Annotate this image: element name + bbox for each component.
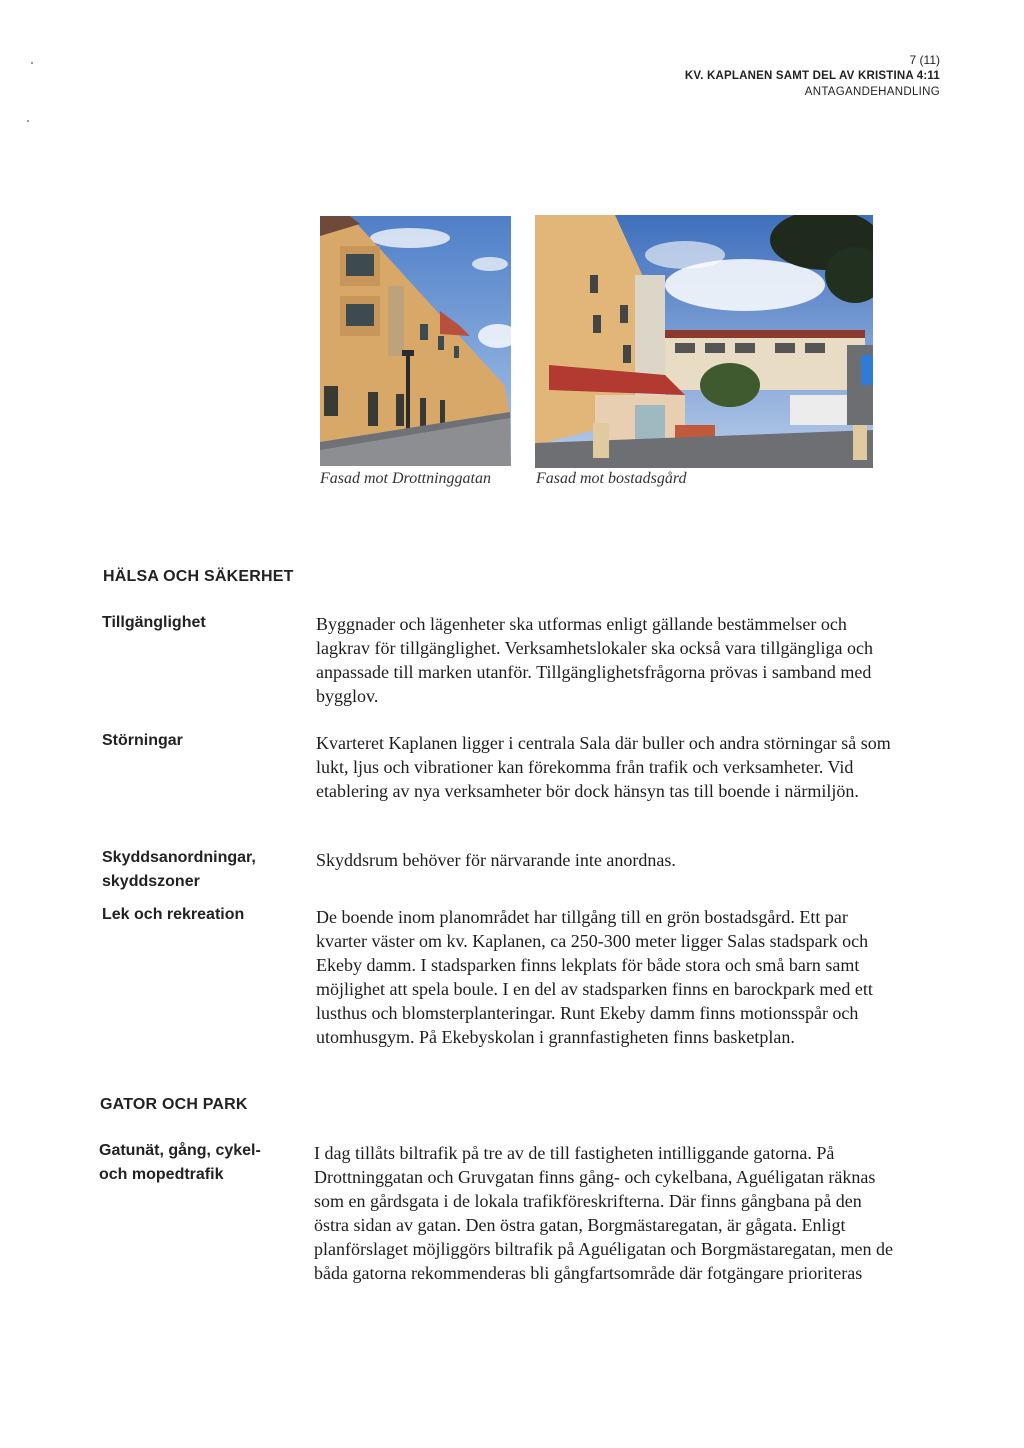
section-heading: HÄLSA OCH SÄKERHET	[103, 568, 294, 585]
item-label: Gatunät, gång, cykel- och mopedtrafik	[99, 1142, 261, 1183]
item-text: I dag tillåts biltrafik på tre av de till fastigheten intilliggande gatorna. På Drottninggatan och Gruvgatan finns gång- och cykelbana, Aguéligatan räknas som en gårdsgata i de lokala trafikföreskrifterna. Där finns gångbana på den östra sidan av gatan. Den östra gatan, Borgmästaregatan, är gågata. Enligt planförslaget möjliggörs biltrafik på Aguéligatan och Borgmästaregatan, men de båda gatorna rekommenderas bli gångfartsområde där fotgängare prioriteras	[314, 1143, 894, 1283]
item-label: Störningar	[102, 732, 183, 749]
street-facade-image	[320, 216, 511, 466]
photo-bostadsgard	[535, 215, 873, 468]
item-label: Tillgänglighet	[102, 614, 206, 631]
item-text: De boende inom planområdet har tillgång till en grön bostadsgård. Ett par kvarter väster om kv. Kaplanen, ca 250-300 meter ligger Salas stadspark och Ekeby damm. I stadsparken finns lekplats för både stora och små barn samt möjlighet att spela boule. I en del av stadsparken finns en barockpark med ett lusthus och blomsterplanteringar. Runt Ekeby damm finns motionsspår och utomhusgym. På Ekebyskolan i grannfastigheten finns basketplan.	[316, 907, 873, 1047]
scan-speck	[27, 120, 29, 122]
page-number: 7 (11)	[909, 53, 940, 67]
scan-speck	[31, 62, 33, 64]
photo-caption: Fasad mot Drottninggatan	[320, 470, 491, 487]
item-text: Kvarteret Kaplanen ligger i centrala Sala där buller och andra störningar så som lukt, ljus och vibrationer kan förekomma från trafik och verksamheter. Vid etablering av nya verksamheter bör dock hänsyn tas till boende i närmiljön.	[316, 733, 891, 801]
photo-caption: Fasad mot bostadsgård	[536, 470, 687, 487]
courtyard-facade-image	[535, 215, 873, 468]
page-header	[685, 52, 940, 100]
photo-drottninggatan	[320, 216, 511, 466]
item-label: Lek och rekreation	[102, 906, 245, 923]
item-text: Skyddsrum behöver för närvarande inte anordnas.	[316, 850, 676, 870]
item-label: Skyddsanordningar, skyddszoner	[102, 849, 256, 890]
document-status: ANTAGANDEHANDLING	[804, 86, 940, 98]
item-text: Byggnader och lägenheter ska utformas enligt gällande bestämmelser och lagkrav för tillgänglighet. Verksamhetslokaler ska också vara tillgängliga och anpassade till marken utanför. Tillgänglighetsfrågorna prövas i samband med bygglov.	[316, 614, 873, 706]
section-heading: GATOR OCH PARK	[100, 1096, 248, 1113]
document-title: KV. KAPLANEN SAMT DEL AV KRISTINA 4:11	[684, 70, 940, 82]
